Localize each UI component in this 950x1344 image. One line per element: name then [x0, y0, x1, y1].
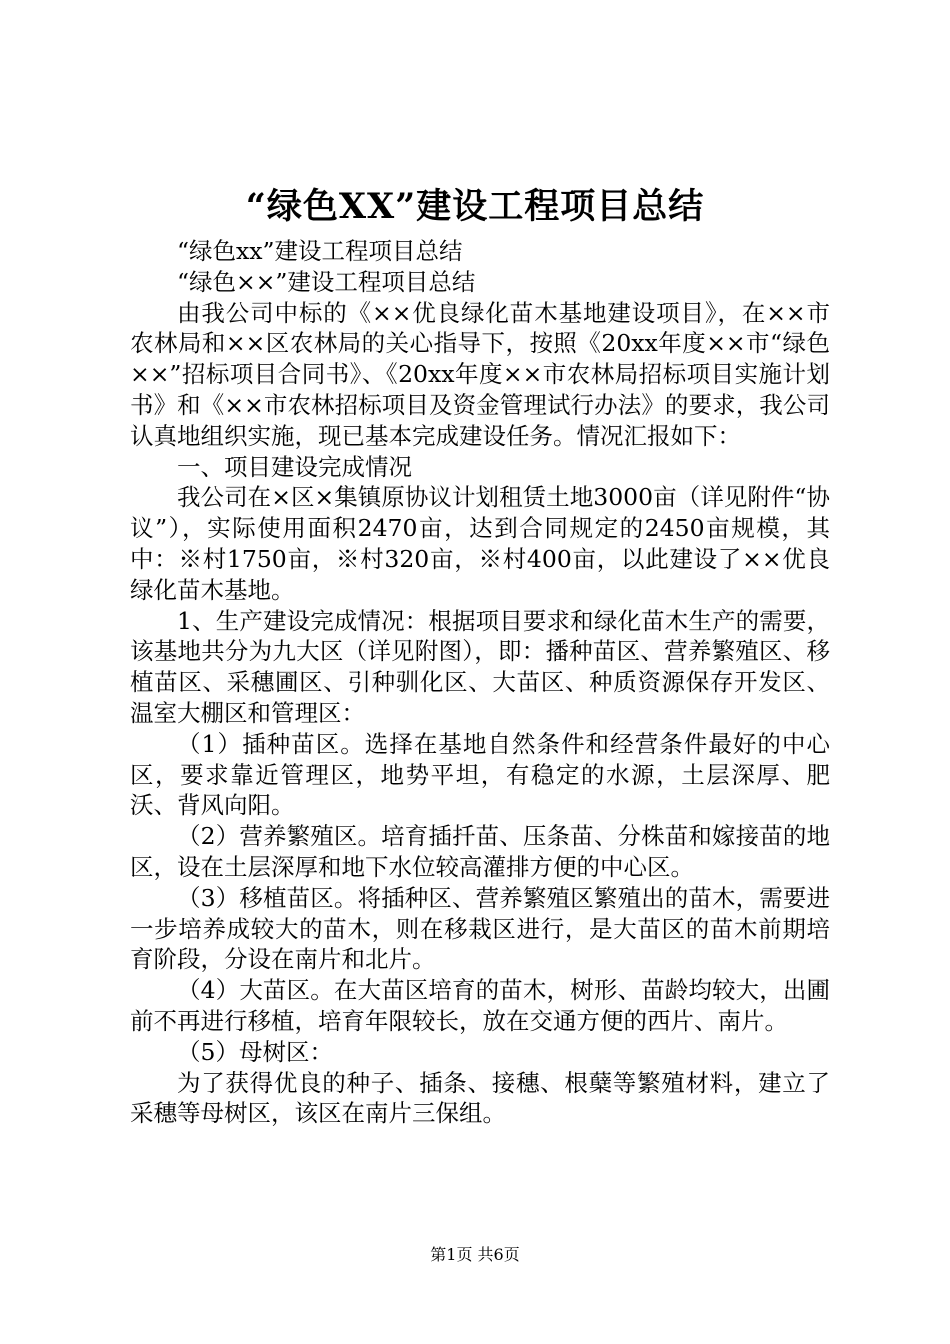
paragraph: “绿色xx”建设工程项目总结	[177, 237, 463, 265]
document-body	[130, 236, 830, 1129]
paragraph: （1）插种苗区。选择在基地自然条件和经营条件最好的中心区，要求靠近管理区，地势平坦，有稳定的水源，土层深厚、肥沃、背风向阳。	[130, 729, 830, 820]
paragraph: “绿色××”建设工程项目总结	[177, 267, 476, 296]
paragraph: （4）大苗区。在大苗区培育的苗木，树形、苗龄均较大，出圃前不再进行移植，培育年限较长，放在交通方便的西片、南片。	[130, 976, 830, 1035]
paragraph: （3）移植苗区。将插种区、营养繁殖区繁殖出的苗木，需要进一步培养成较大的苗木，则在移栽区进行，是大苗区的苗木前期培育阶段，分设在南片和北片。	[130, 883, 830, 974]
paragraph: （2）营养繁殖区。培育插扦苗、压条苗、分株苗和嫁接苗的地区，设在土层深厚和地下水位较高灌排方便的中心区。	[130, 822, 830, 881]
document-title: “绿色XX”建设工程项目总结	[245, 186, 705, 227]
paragraph: （5）母树区：	[177, 1037, 333, 1066]
paragraph: 为了获得优良的种子、插条、接穗、根蘖等繁殖材料，建立了采穗等母树区，该区在南片三保组。	[130, 1068, 830, 1128]
page-footer: 第1页 共6页	[430, 1245, 520, 1264]
paragraph: 我公司在×区×集镇原协议计划租赁土地3000亩（详见附件“协议”），实际使用面积2470亩，达到合同规定的2450亩规模，其中：※村1750亩，※村320亩，※村400亩，以此建设了××优良绿化苗木基地。	[130, 483, 830, 604]
paragraph: 1、生产建设完成情况：根据项目要求和绿化苗木生产的需要，该基地共分为九大区（详见附图），即：播种苗区、营养繁殖区、移植苗区、采穗圃区、引种驯化区、大苗区、种质资源保存开发区、温室大棚区和管理区：	[130, 606, 830, 727]
paragraph: 由我公司中标的《××优良绿化苗木基地建设项目》，在××市农林局和××区农林局的关心指导下，按照《20xx年度××市“绿色××”招标项目合同书》、《20xx年度××市农林局招标项目实施计划书》和《××市农林招标项目及资金管理试行办法》的要求，我公司认真地组织实施，现已基本完成建设任务。情况汇报如下：	[130, 298, 830, 450]
section-heading: 一、项目建设完成情况	[177, 452, 412, 481]
